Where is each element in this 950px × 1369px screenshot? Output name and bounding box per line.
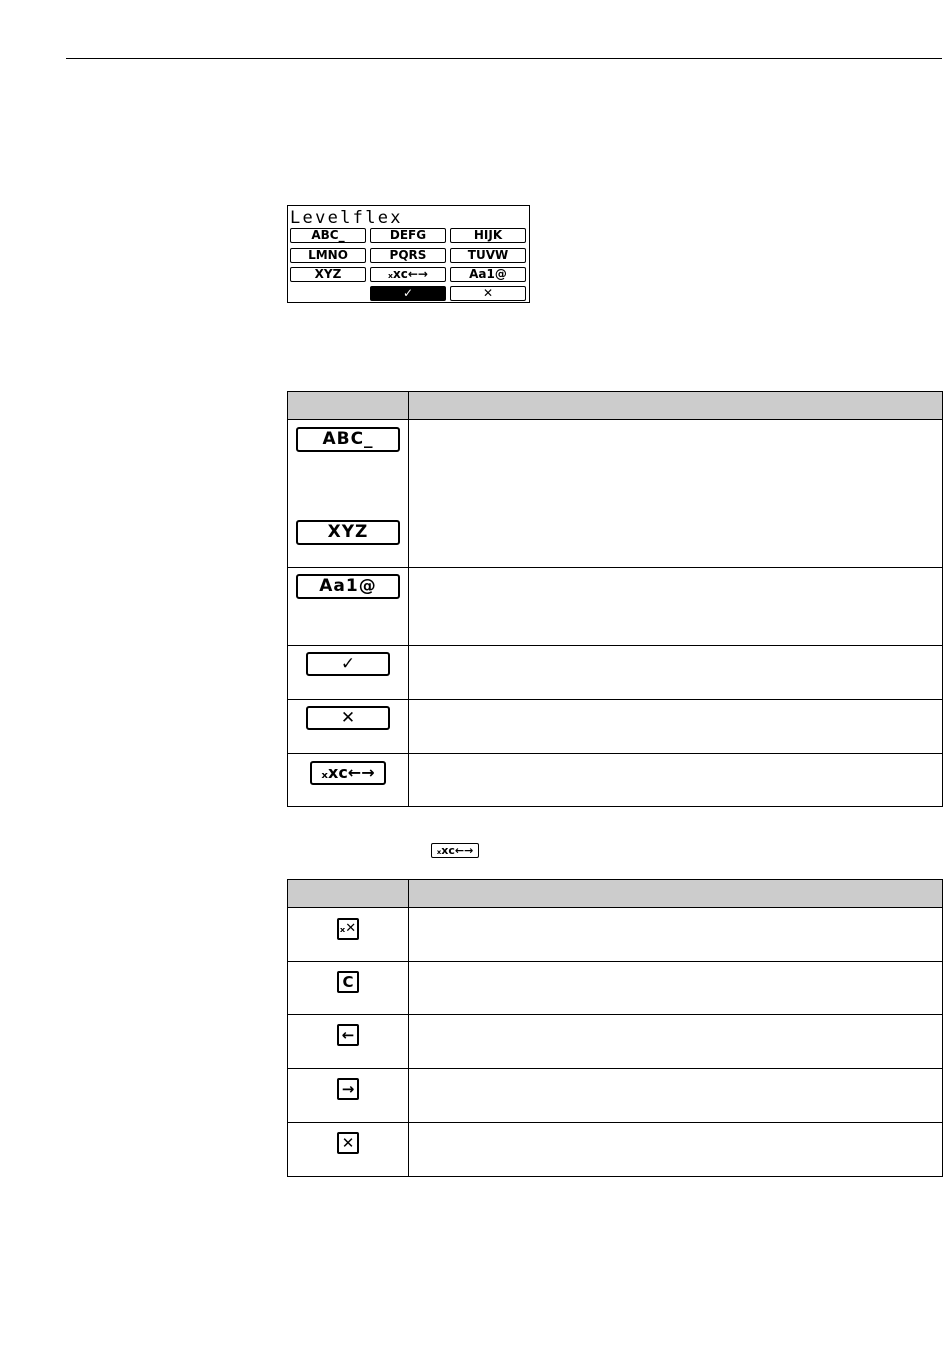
table1-key-cell xyxy=(288,568,409,646)
table-row xyxy=(288,754,943,807)
input-keys-table xyxy=(287,391,943,807)
display-key-cancel[interactable]: ✕ xyxy=(450,286,526,301)
table-row xyxy=(288,1123,943,1177)
enter-delete-icon: ₓ✕ xyxy=(337,918,359,940)
display-key-lmno[interactable]: LMNO xyxy=(290,248,366,263)
table2-key-cell xyxy=(288,962,409,1015)
table2-header-meaning xyxy=(409,880,943,908)
table2-header-key xyxy=(288,880,409,908)
header-rule xyxy=(66,58,942,59)
table1-header-key xyxy=(288,392,409,420)
key-confirm: ✓ xyxy=(306,652,390,676)
table1-key-cell xyxy=(288,700,409,754)
table-row xyxy=(288,1015,943,1069)
table-row xyxy=(288,908,943,962)
table1-text-cell xyxy=(409,568,943,646)
table1-header-meaning xyxy=(409,392,943,420)
table1-text-cell xyxy=(409,700,943,754)
table1-key-cell xyxy=(288,420,409,568)
table2-text-cell xyxy=(409,1069,943,1123)
table2-text-cell xyxy=(409,1015,943,1069)
device-display xyxy=(287,205,530,303)
table2-key-cell xyxy=(288,908,409,962)
display-key-abc[interactable]: ABC_ xyxy=(290,228,366,243)
table2-text-cell xyxy=(409,962,943,1015)
display-key-xyz[interactable]: XYZ xyxy=(290,267,366,282)
display-key-editing[interactable]: ₓxc←→ xyxy=(370,267,446,282)
table1-text-cell xyxy=(409,646,943,700)
arrow-right-icon: → xyxy=(337,1078,359,1100)
display-key-tuvw[interactable]: TUVW xyxy=(450,248,526,263)
table1-key-cell xyxy=(288,646,409,700)
key-abc: ABC_ xyxy=(296,427,400,452)
table2-text-cell xyxy=(409,908,943,962)
table2-text-cell xyxy=(409,1123,943,1177)
arrow-left-icon: ← xyxy=(337,1024,359,1046)
display-key-hijk[interactable]: HIJK xyxy=(450,228,526,243)
editing-keys-table xyxy=(287,879,943,1177)
table-row xyxy=(288,700,943,754)
display-key-pqrs[interactable]: PQRS xyxy=(370,248,446,263)
table2-key-cell xyxy=(288,1015,409,1069)
key-editing: ₓxc←→ xyxy=(310,761,386,785)
table-row xyxy=(288,962,943,1015)
display-key-defg[interactable]: DEFG xyxy=(370,228,446,243)
display-title: Levelflex xyxy=(290,208,403,228)
table-row xyxy=(288,1069,943,1123)
table1-text-cell xyxy=(409,420,943,568)
display-key-confirm[interactable]: ✓ xyxy=(370,286,446,301)
key-cancel: ✕ xyxy=(306,706,390,730)
table1-text-cell xyxy=(409,754,943,807)
table2-key-cell xyxy=(288,1123,409,1177)
key-case-toggle: Aa1@ xyxy=(296,574,400,599)
table-row xyxy=(288,420,943,568)
table1-key-cell xyxy=(288,754,409,807)
inline-editing-key: ₓxc←→ xyxy=(431,843,479,858)
clear-icon: C xyxy=(337,971,359,993)
table-row xyxy=(288,568,943,646)
table2-key-cell xyxy=(288,1069,409,1123)
delete-icon: ✕ xyxy=(337,1132,359,1154)
table-row xyxy=(288,646,943,700)
key-xyz: XYZ xyxy=(296,520,400,545)
display-key-case[interactable]: Aa1@ xyxy=(450,267,526,282)
